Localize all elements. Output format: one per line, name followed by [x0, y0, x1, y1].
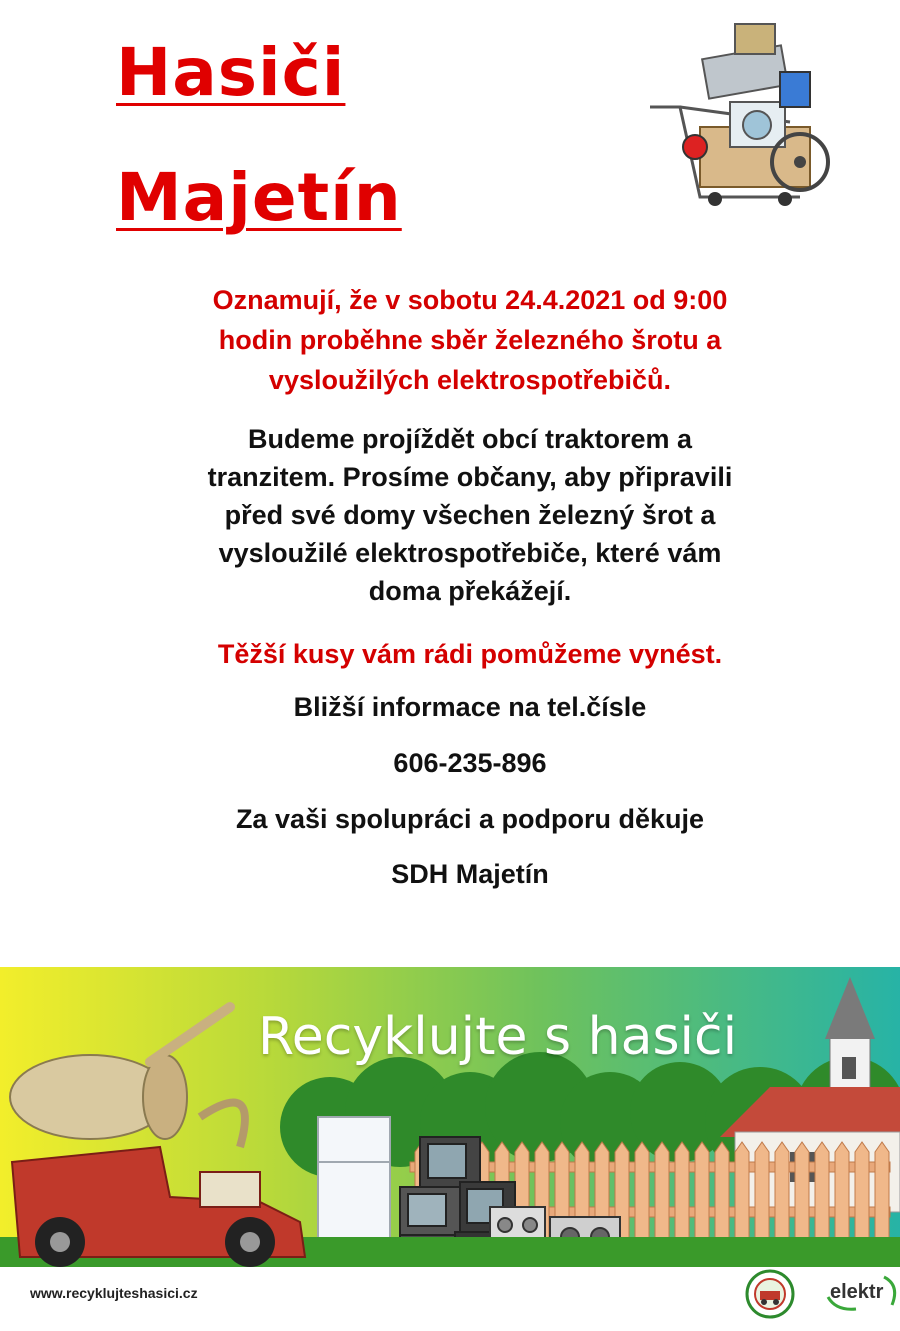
fence-picket: [715, 1142, 729, 1242]
announcement: [60, 280, 880, 400]
fence-picket: [835, 1142, 849, 1242]
announcement-line-1: Oznamují, že v sobotu 24.4.2021 od 9:00: [212, 285, 728, 315]
fence-picket: [655, 1142, 669, 1242]
thanks-text: Za vaši spolupráci a podporu děkuje: [235, 804, 705, 834]
elektrowin-logo-text: elektr: [830, 1281, 884, 1303]
body-line-2: tranzitem. Prosíme občany, aby připravili: [207, 462, 733, 492]
fridge-illustration: [318, 1117, 390, 1252]
signature: SDH Majetín: [391, 859, 549, 889]
banner-title: Recyklujte s hasiči: [258, 1007, 738, 1067]
fence-picket: [875, 1142, 889, 1242]
body-line-3: před své domy všechen železný šrot a: [224, 500, 716, 530]
fence-picket: [795, 1142, 809, 1242]
body-line-1: Budeme projíždět obcí traktorem a: [247, 424, 693, 454]
fence-picket: [675, 1142, 689, 1242]
fence-picket: [815, 1142, 829, 1242]
fence-picket: [755, 1142, 769, 1242]
title-line-1: Hasiči: [116, 34, 346, 111]
help-note: Těžší kusy vám rádi pomůžeme vynést.: [217, 639, 723, 669]
fence-picket: [735, 1142, 749, 1242]
fence-picket: [635, 1142, 649, 1242]
recycling-banner: [0, 967, 900, 1267]
announcement-line-3: vysloužilých elektrospotřebičů.: [268, 365, 672, 395]
phone-number: 606-235-896: [393, 748, 547, 778]
fence-picket: [775, 1142, 789, 1242]
scrap-cart-illustration: [640, 12, 830, 207]
announcement-line-2: hodin proběhne sběr železného šrotu a: [218, 325, 722, 355]
fence-picket: [855, 1142, 869, 1242]
footer-url-link[interactable]: www.recyklujteshasici.cz: [30, 1285, 198, 1301]
info-label: Bližší informace na tel.čísle: [293, 692, 647, 722]
body-paragraph: [60, 420, 880, 610]
fire-brigade-badge-icon: [745, 1265, 795, 1323]
title-line-2: Majetín: [116, 159, 402, 236]
body-line-4: vysloužilé elektrospotřebiče, které vám: [218, 538, 722, 568]
body-line-5: doma překážejí.: [368, 576, 572, 606]
fence-picket: [695, 1142, 709, 1242]
